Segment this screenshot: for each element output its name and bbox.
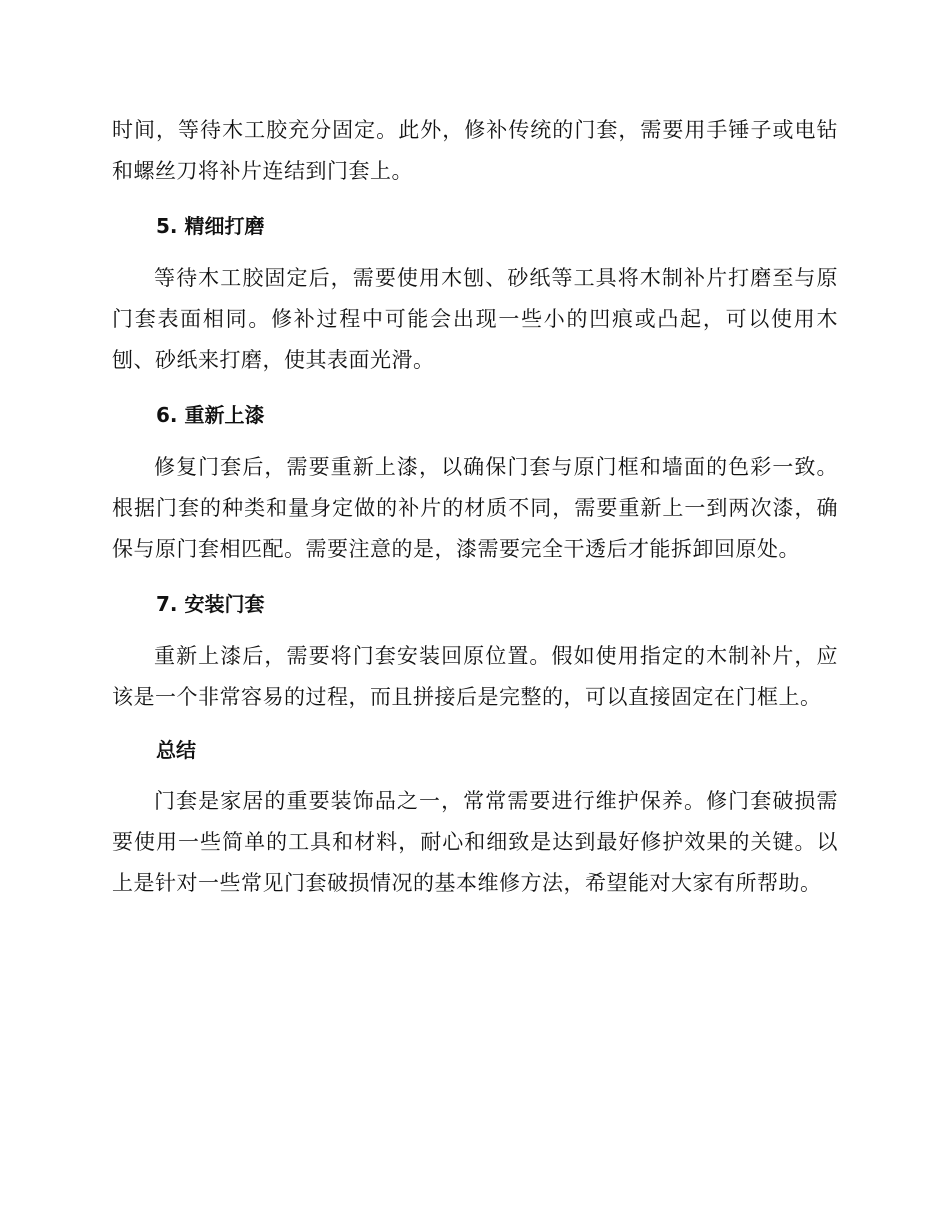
- section-heading-polish: 5. 精细打磨: [156, 214, 265, 238]
- section-heading-install: 7. 安装门套: [156, 592, 265, 616]
- section-heading-repaint: 6. 重新上漆: [156, 403, 265, 427]
- paragraph-polish: 等待木工胶固定后，需要使用木刨、砂纸等工具将木制补片打磨至与原门套表面相同。修补过程中可能会出现一些小的凹痕或凸起，可以使用木刨、砂纸来打磨，使其表面光滑。: [112, 266, 838, 372]
- paragraph-repaint: 修复门套后，需要重新上漆，以确保门套与原门框和墙面的色彩一致。根据门套的种类和量身定做的补片的材质不同，需要重新上一到两次漆，确保与原门套相匹配。需要注意的是，漆需要完全干透后才能拆卸回原处。: [112, 455, 838, 561]
- paragraph-summary: 门套是家居的重要装饰品之一，常常需要进行维护保养。修门套破损需要使用一些简单的工具和材料，耐心和细致是达到最好修护效果的关键。以上是针对一些常见门套破损情况的基本维修方法，希望能对大家有所帮助。: [112, 789, 838, 895]
- continued-paragraph: 时间，等待木工胶充分固定。此外，修补传统的门套，需要用手锤子或电钻和螺丝刀将补片连结到门套上。: [112, 118, 838, 183]
- paragraph-install: 重新上漆后，需要将门套安装回原位置。假如使用指定的木制补片，应该是一个非常容易的过程，而且拼接后是完整的，可以直接固定在门框上。: [112, 644, 838, 709]
- section-heading-summary: 总结: [156, 738, 196, 762]
